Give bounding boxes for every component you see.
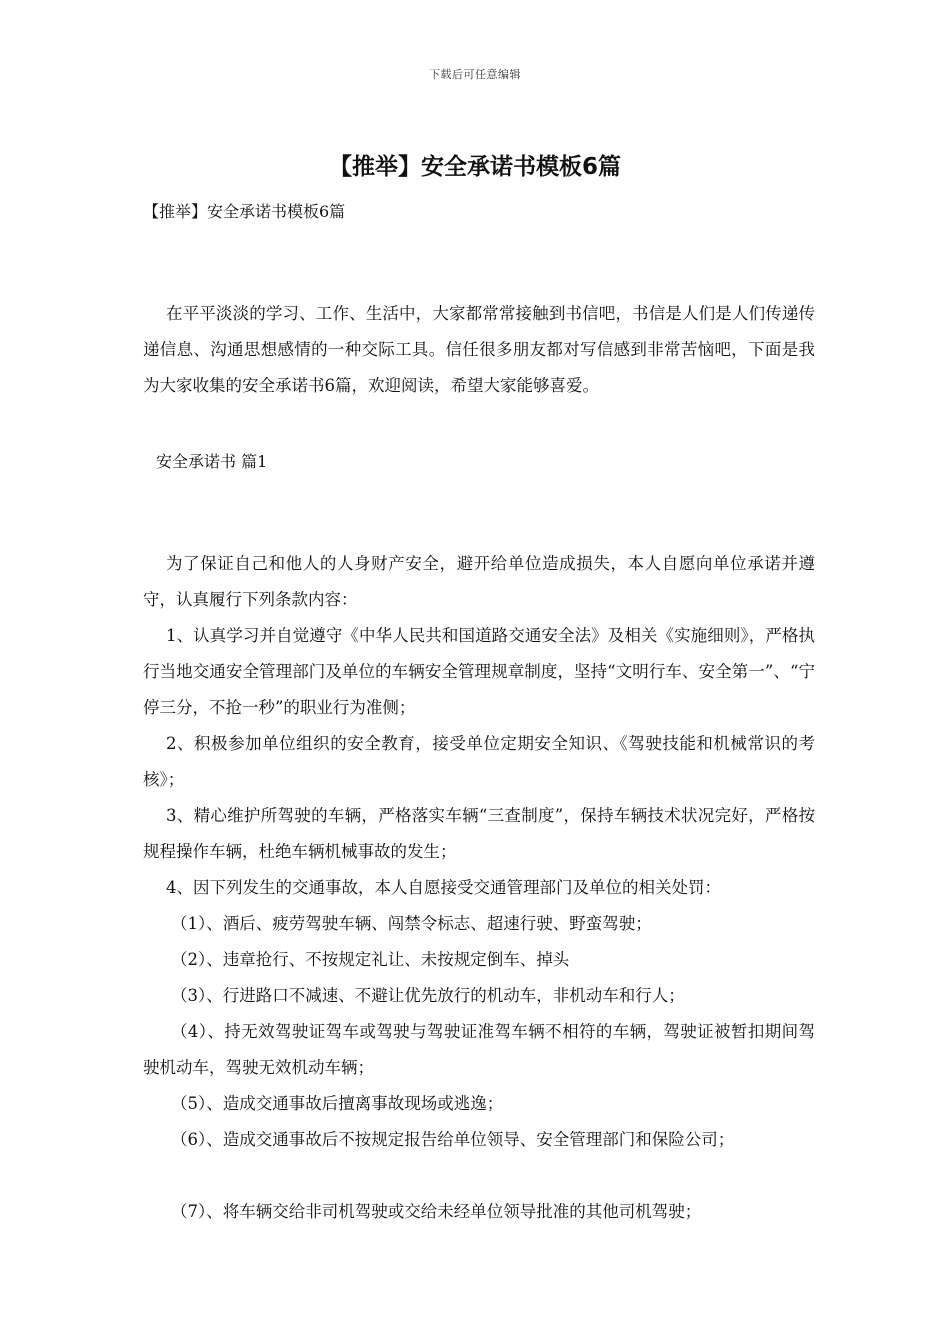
sub-clause-4: （4）、持无效驾驶证驾车或驾驶与驾驶证准驾车辆不相符的车辆，驾驶证被暂扣期间驾驶机动车，驾驶无效机动车辆； <box>143 1022 815 1077</box>
paragraph-gap <box>143 1158 815 1194</box>
header-note: 下载后可任意编辑 <box>429 68 521 81</box>
document-subtitle: 【推举】安全承诺书模板6篇 <box>143 202 346 221</box>
sub-clause-3: （3）、行进路口不减速、不避让优先放行的机动车，非机动车和行人； <box>171 986 685 1005</box>
clause-4: 4、因下列发生的交通事故，本人自愿接受交通管理部门及单位的相关处罚： <box>166 878 721 897</box>
clause-1: 1、认真学习并自觉遵守《中华人民共和国道路交通安全法》及相关《实施细则》，严格执行当地交通安全管理部门及单位的车辆安全管理规章制度，坚持“文明行车、安全第一”、“宁停三分，不抢一秒”的职业行为准侧； <box>143 626 815 717</box>
section-heading: 安全承诺书 篇1 <box>156 452 268 471</box>
sub-clause-7: （7）、将车辆交给非司机驾驶或交给未经单位领导批准的其他司机驾驶； <box>171 1202 702 1221</box>
clause-2: 2、积极参加单位组织的安全教育，接受单位定期安全知识、《驾驶技能和机械常识的考核》； <box>143 734 815 789</box>
sub-clause-5: （5）、造成交通事故后擅离事故现场或逃逸； <box>171 1094 504 1113</box>
intro-paragraph: 在平平淡淡的学习、工作、生活中，大家都常常接触到书信吧，书信是人们是人们传递传递信息、沟通思想感情的一种交际工具。信任很多朋友都对写信感到非常苦恼吧，下面是我为大家收集的安全承诺书6篇，欢迎阅读，希望大家能够喜爱。 <box>143 304 815 395</box>
opening-paragraph: 为了保证自己和他人的人身财产安全，避开给单位造成损失，本人自愿向单位承诺并遵守，认真履行下列条款内容： <box>143 554 815 609</box>
sub-clause-2: （2）、违章抢行、不按规定礼让、未按规定倒车、掉头 <box>171 950 570 969</box>
article-body <box>143 546 815 1230</box>
sub-clause-6: （6）、造成交通事故后不按规定报告给单位领导、安全管理部门和保险公司； <box>171 1130 735 1149</box>
document-title: 【推举】安全承诺书模板6篇 <box>328 154 621 180</box>
sub-clause-1: （1）、酒后、疲劳驾驶车辆、闯禁令标志、超速行驶、野蛮驾驶； <box>171 914 652 933</box>
clause-3: 3、精心维护所驾驶的车辆，严格落实车辆“三查制度”，保持车辆技术状况完好，严格按规程操作车辆，杜绝车辆机械事故的发生； <box>143 806 815 861</box>
